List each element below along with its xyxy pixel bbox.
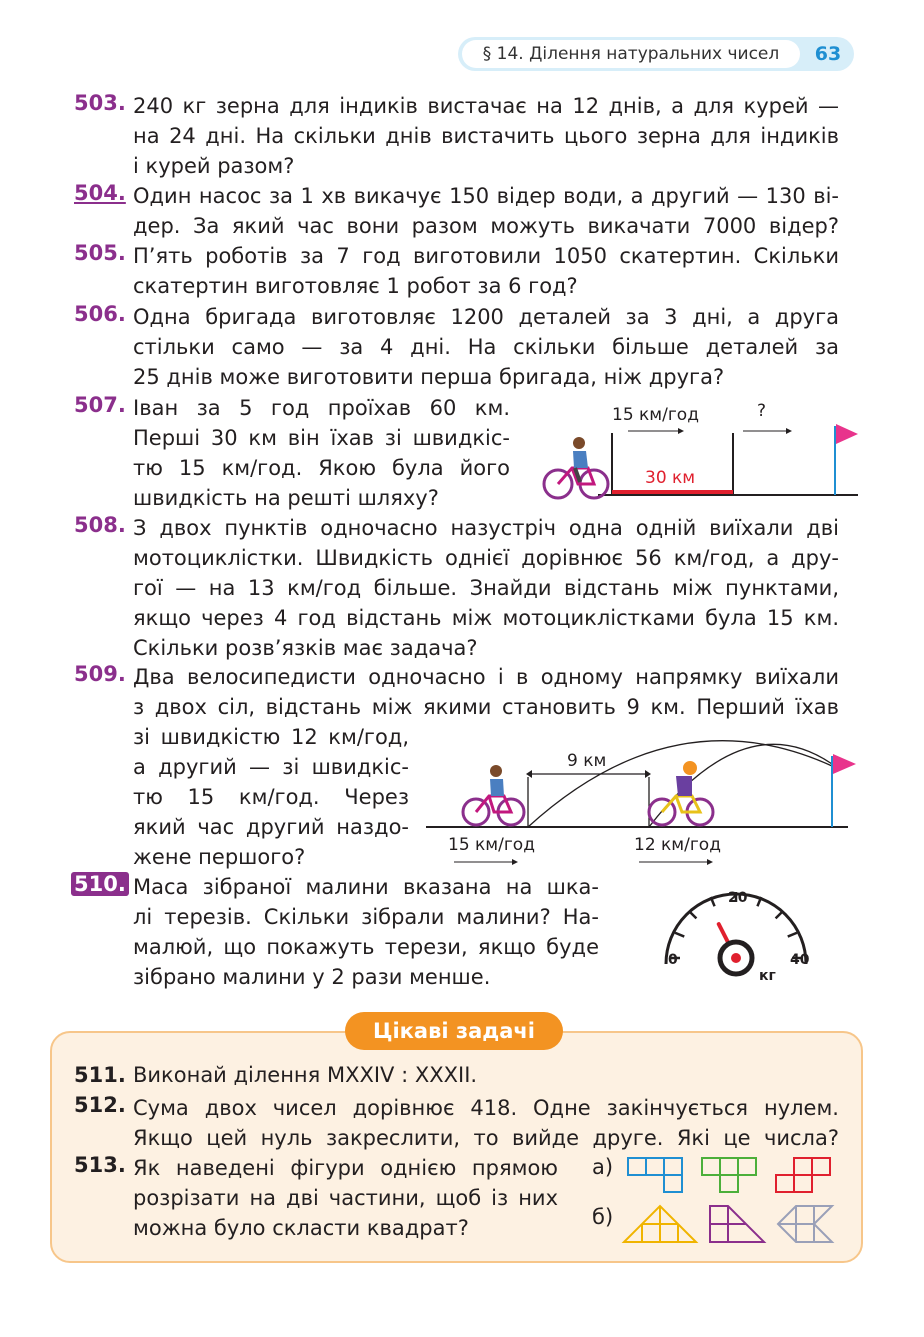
problem-number: 506. [74, 302, 126, 326]
speed1-label: 15 км/год [612, 405, 699, 425]
problem-line: 25 днів може виготовити перша бригада, ніж друга? [133, 365, 725, 389]
problem-line: Маса зібраної малини вказана на шка- [133, 875, 599, 899]
speed2-label: ? [757, 401, 767, 421]
cut-shapes [620, 1154, 840, 1248]
problem-line: Якщо цей нуль закреслити, то вийде друге. Які це числа? [133, 1126, 839, 1150]
problem-line: який час другий наздо- [133, 815, 409, 839]
problem-line: а другий — зі швидкіс- [133, 755, 409, 779]
problem-line: і курей разом? [133, 154, 295, 178]
problem-line: на 24 дні. На скільки днів вистачить цього зерна для індиків [133, 124, 839, 148]
problem-line: можна було скласти квадрат? [133, 1216, 469, 1240]
cyclist-left-icon [463, 765, 524, 825]
problem-line: малюй, що покажуть терези, якщо буде [133, 935, 599, 959]
problem-line: гої — на 13 км/год більше. Знайди відстань між пунктами, [133, 576, 839, 600]
problem-line: З двох пунктів одночасно назустріч одна одній виїхали дві [133, 516, 839, 540]
gauge-tick [689, 911, 696, 918]
problem-line: жене першого? [133, 845, 306, 869]
speed-left-label: 15 км/год [448, 835, 535, 855]
problem-number: 507. [74, 393, 126, 417]
problem-number: 505. [74, 241, 126, 265]
shape-b3 [778, 1206, 832, 1242]
problem-line: розрізати на дві частини, щоб із них [133, 1186, 558, 1210]
shape-a1 [628, 1158, 682, 1192]
problem-line: тю 15 км/год. Через [133, 785, 409, 809]
problem-line: мотоциклістки. Швидкість однієї дорівнює 56 км/год, а дру- [133, 546, 839, 570]
route-diagram-509 [424, 724, 860, 870]
problem-number: 512. [74, 1093, 126, 1117]
shape-a2 [702, 1158, 756, 1192]
problem-line: 240 кг зерна для індиків вистачає на 12 днів, а для курей — [133, 94, 839, 118]
problem-number: 510. [71, 872, 129, 896]
problem-number: 504. [74, 181, 126, 205]
distance-9km: 9 км [567, 751, 607, 771]
problem-line: зі швидкістю 12 км/год, [133, 725, 409, 749]
section-title: § 14. Ділення натуральних чисел [462, 40, 800, 68]
problem-line: скатертин виготовляє 1 робот за 6 год? [133, 274, 578, 298]
problem-line: стільки само — за 4 дні. На скільки більше деталей за [133, 335, 839, 359]
problem-line: зібрано малини у 2 рази менше. [133, 965, 491, 989]
fun-problems-title: Цікаві задачі [345, 1012, 563, 1050]
cyclist-icon [544, 437, 608, 498]
problem-number: 508. [74, 513, 126, 537]
speed-right-label: 12 км/год [634, 835, 721, 855]
label-b: б) [592, 1205, 614, 1229]
label-a: а) [592, 1155, 614, 1179]
problem-number: 511. [74, 1063, 126, 1087]
problem-line: Як наведені фігури однією прямою [133, 1156, 558, 1180]
shape-b1 [624, 1206, 696, 1242]
problem-line: дер. За який час вони разом можуть викачати 7000 відер? [133, 214, 839, 238]
problem-number: 509. [74, 662, 126, 686]
shape-b2 [710, 1206, 764, 1242]
problem-line: Іван за 5 год проїхав 60 км. [133, 396, 510, 420]
problem-line: тю 15 км/год. Якою була його [133, 456, 510, 480]
gauge-mark-20: 20 [728, 890, 748, 906]
scale-gauge [656, 882, 816, 982]
gauge-unit: кг [759, 968, 776, 982]
gauge-tick [675, 933, 684, 937]
problem-line: Одна бригада виготовляє 1200 деталей за 3 дні, а друга [133, 305, 839, 329]
route-diagram-507 [538, 396, 864, 506]
problem-line: Скільки розв’язків має задача? [133, 636, 478, 660]
problem-number: 503. [74, 91, 126, 115]
problem-line: якщо через 4 год відстань між мотоциклістками була 15 км. [133, 606, 839, 630]
problem-line: Один насос за 1 хв викачує 150 відер води, а другий — 130 ві- [133, 184, 839, 208]
gauge-tick [776, 911, 783, 918]
gauge-mark-40: 40 [790, 952, 810, 968]
gauge-tick [788, 933, 797, 937]
problem-line: П’ять роботів за 7 год виготовили 1050 скатертин. Скільки [133, 244, 839, 268]
page-number: 63 [814, 43, 842, 65]
problem-line: з двох сіл, відстань між якими становить 9 км. Перший їхав [133, 695, 839, 719]
distance-label: 30 км [645, 468, 696, 488]
problem-line: Виконай ділення MXXIV : XXXII. [133, 1063, 478, 1087]
problem-line: Перші 30 км він їхав зі швидкіс- [133, 426, 510, 450]
problem-line: швидкість на решті шляху? [133, 486, 439, 510]
problem-line: Сума двох чисел дорівнює 418. Одне закінчується нулем. [133, 1096, 839, 1120]
problem-line: лі терезів. Скільки зібрали малини? На- [133, 905, 599, 929]
problem-line: Два велосипедисти одночасно і в одному напрямку виїхали [133, 665, 839, 689]
shape-a3 [776, 1158, 830, 1192]
problem-number: 513. [74, 1153, 126, 1177]
gauge-mark-0: 0 [668, 952, 678, 968]
